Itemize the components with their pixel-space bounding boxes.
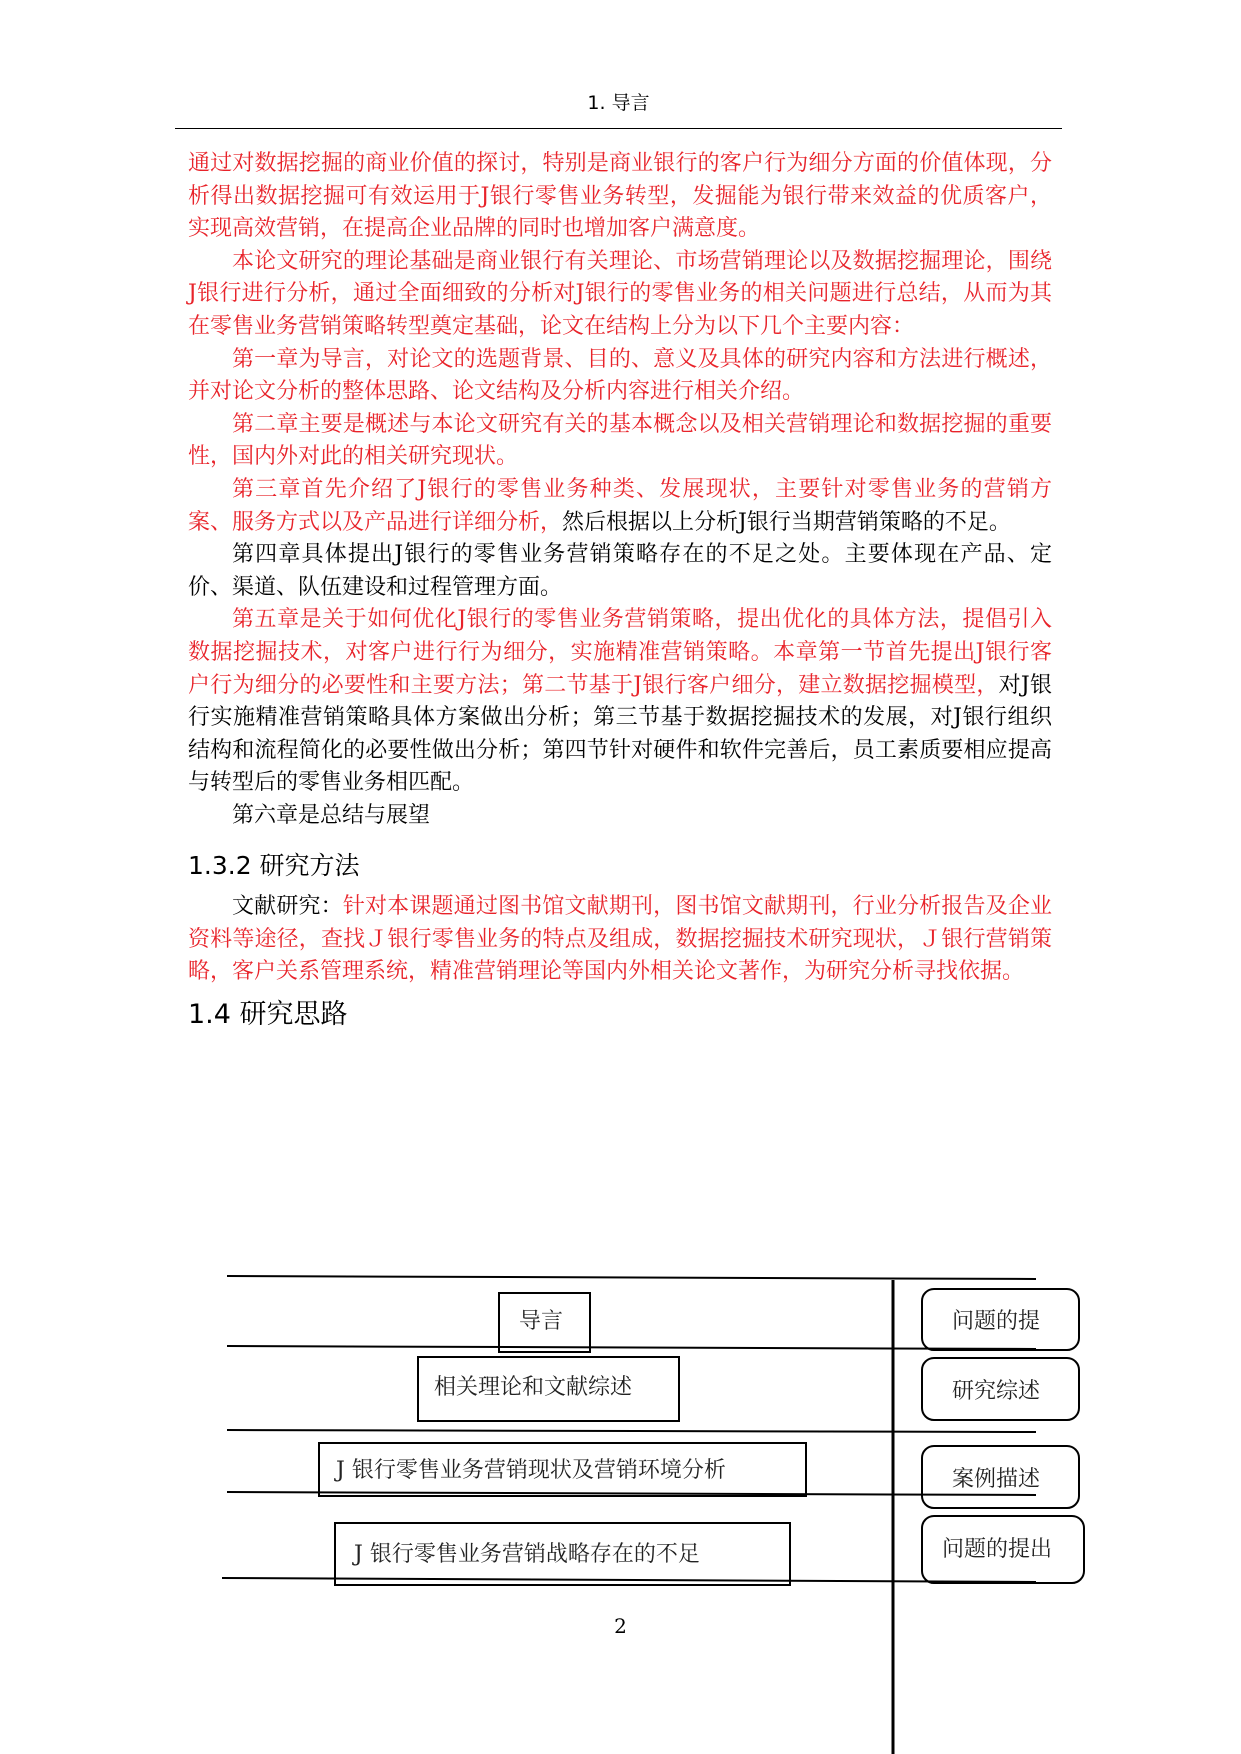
right-box: [922, 1358, 1079, 1420]
body-text: [188, 148, 1052, 1031]
header-rule: [175, 128, 1062, 129]
text-segment: 通过对数据挖掘的商业价值的探讨，特别是商业银行的客户行为细分方面的价值体现，分析得出数据挖掘可有效运用于J银行零售业务转型，发掘能为银行带来效益的优质客户，实现高效营销，在提高企业品牌的同时也增加客户满意度。: [188, 151, 1052, 242]
left-box: [499, 1293, 590, 1352]
stage-box-problem-raised: 问题的提出: [942, 1537, 1053, 1562]
paragraph: [188, 474, 1052, 539]
flow-rule: [227, 1346, 1036, 1349]
text-segment: 第一章为导言，对论文的选题背景、目的、意义及具体的研究内容和方法进行概述，并对论文分析的整体思路、论文结构及分析内容进行相关介绍。: [188, 346, 1052, 405]
paragraph: [188, 800, 1052, 833]
flow-box-shortcomings: J 银行零售业务营销战略存在的不足: [354, 1542, 700, 1567]
stage-box-case: 案例描述: [952, 1467, 1041, 1492]
text-segment: 第四章具体提出J银行的零售业务营销策略存在的不足之处。主要体现在产品、定价、渠道、队伍建设和过程管理方面。: [188, 542, 1052, 600]
flow-rule: [222, 1578, 1036, 1582]
paragraph-list: [188, 148, 1052, 832]
text-segment: 第六章是总结与展望: [232, 802, 431, 828]
right-box: [922, 1446, 1079, 1508]
paragraph: [188, 539, 1052, 604]
text-segment: 第二章主要是概述与本论文研究有关的基本概念以及相关营销理论和数据挖掘的重要性，国内外对此的相关研究现状。: [188, 411, 1052, 470]
text-segment: 第三章首先介绍了J银行的零售业务种类、发展现状，主要针对零售业务的营销方案、服务方式以及产品进行详细分析，: [188, 476, 1052, 535]
paragraph: [188, 344, 1052, 409]
paragraph: [188, 148, 1052, 246]
left-box: [319, 1443, 806, 1496]
paragraph: [188, 604, 1052, 800]
section-heading-1-4: 1.4 研究思路: [188, 998, 348, 1030]
text-segment: 本论文研究的理论基础是商业银行有关理论、市场营销理论以及数据挖掘理论，围绕J银行进行分析，通过全面细致的分析对J银行的零售业务的相关问题进行总结，从而为其在零售业务营销策略转型奠定基础，论文在结构上分为以下几个主要内容：: [188, 248, 1052, 339]
page-number: 2: [614, 1614, 627, 1638]
text-segment: 然后根据以上分析J银行当期营销策略的不足。: [562, 509, 1011, 535]
text-segment: 第五章是关于如何优化J银行的零售业务营销策略，提出优化的具体方法，提倡引入数据挖掘技术，对客户进行行为细分，实施精准营销策略。本章第一节首先提出J银行客户行为细分的必要性和主要方法；第二节基于J银行客户细分，建立数据挖掘模型，: [188, 607, 1052, 698]
flow-box-intro: 导言: [519, 1309, 564, 1334]
flow-rule: [227, 1430, 1036, 1432]
section-heading-1-3-2: 1.3.2 研究方法: [188, 851, 360, 881]
text-segment: 针对本课题通过图书馆文献期刊，图书馆文献期刊，行业分析报告及企业资料等途径，查找Ｊ银行零售业务的特点及组成，数据挖掘技术研究现状，Ｊ银行营销策略，客户关系管理系统，精准营销理论等国内外相关论文著作，为研究分析寻找依据。: [188, 894, 1052, 985]
right-box: [922, 1516, 1084, 1583]
left-box: [335, 1523, 790, 1585]
flow-box-literature: 相关理论和文献综述: [434, 1375, 633, 1400]
text-segment: 文献研究：: [232, 894, 343, 920]
paragraph: [188, 246, 1052, 344]
right-box: [922, 1289, 1079, 1350]
text-segment: 对J银行实施精准营销策略具体方案做出分析；第三节基于数据挖掘技术的发展，对J银行组织结构和流程简化的必要性做出分析；第四节针对硬件和软件完善后，员工素质要相应提高与转型后的零售业务相匹配。: [188, 672, 1052, 796]
flow-rule: [227, 1492, 1036, 1495]
left-box: [418, 1357, 679, 1421]
running-header: 1. 导言: [587, 92, 650, 114]
stage-box-review: 研究综述: [952, 1379, 1041, 1404]
flow-rule: [227, 1276, 1036, 1279]
flow-box-status-analysis: J 银行零售业务营销现状及营销环境分析: [336, 1458, 726, 1483]
method-paragraph: [188, 891, 1052, 989]
stage-box-problem: 问题的提: [952, 1309, 1041, 1334]
paragraph: [188, 409, 1052, 474]
